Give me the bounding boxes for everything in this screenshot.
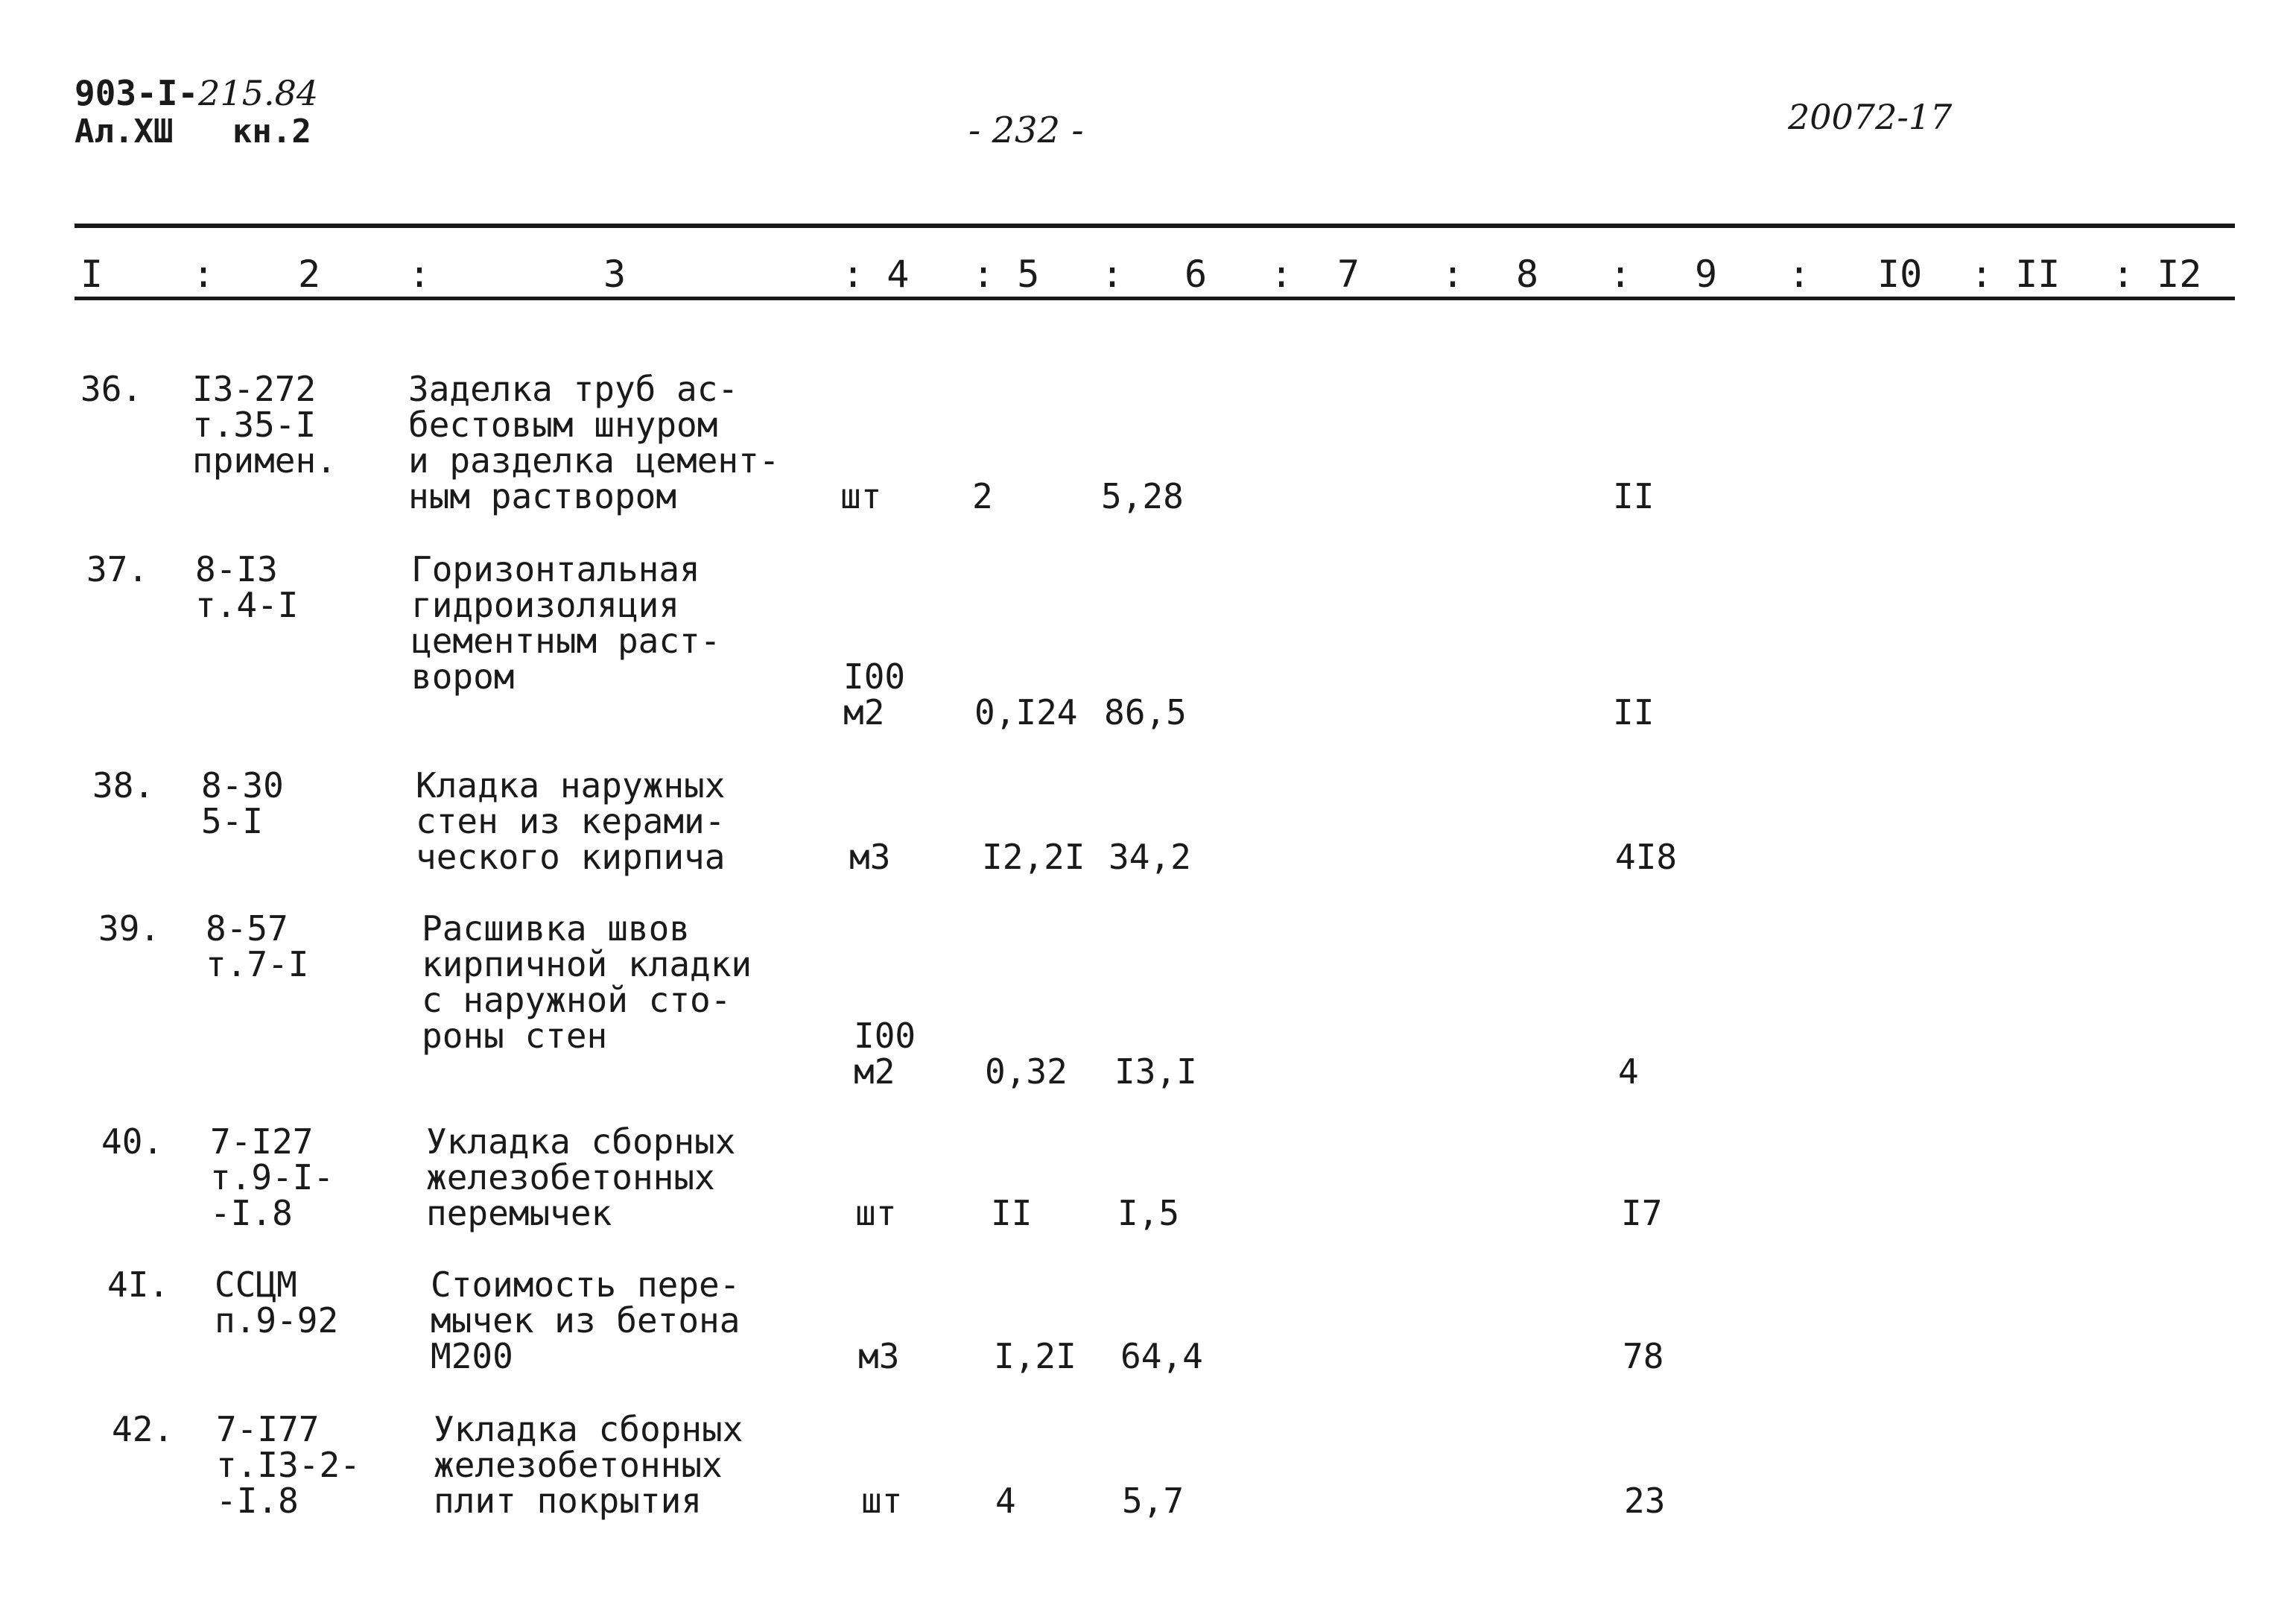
row-quantity: I,2I [994, 1336, 1076, 1376]
row-norm-code: 7-I77 т.I3-2- -I.8 [216, 1409, 361, 1521]
row-norm-code: 8-30 5-I [201, 765, 284, 841]
col-separator: : [408, 253, 431, 296]
row-total: 23 [1624, 1481, 1666, 1521]
row-unit-price: I3,I [1114, 1051, 1197, 1092]
row-total: 4I8 [1615, 837, 1678, 877]
row-number: 37. [86, 549, 149, 589]
row-unit-price: 5,28 [1101, 476, 1184, 516]
row-unit: I00 м2 [843, 656, 906, 732]
col-7-number: 7 [1337, 253, 1360, 296]
row-unit: шт [855, 1193, 897, 1233]
row-number: 4I. [107, 1265, 170, 1305]
document-code-prefix: 903-I- [74, 73, 199, 113]
col-separator: : [192, 253, 215, 296]
row-total: I7 [1621, 1193, 1663, 1233]
row-number: 38. [92, 765, 155, 806]
col-separator: : [1101, 253, 1124, 296]
row-unit-price: 5,7 [1122, 1481, 1185, 1521]
row-quantity: II [991, 1193, 1033, 1233]
row-quantity: 0,I24 [974, 692, 1078, 732]
col-separator: : [1442, 253, 1465, 296]
row-unit-price: I,5 [1117, 1193, 1180, 1233]
col-5-number: : 5 [972, 253, 1040, 296]
sheet-code: 20072-17 [1788, 97, 1953, 137]
row-number: 39. [98, 908, 161, 949]
row-number: 40. [101, 1121, 164, 1162]
header-underline [74, 297, 2235, 300]
row-unit: шт [840, 476, 882, 516]
document-code [74, 75, 318, 112]
row-description: Стоимость пере- мычек из бетона М200 [431, 1265, 741, 1376]
col-11-number: : II [1970, 253, 2061, 296]
row-total: 78 [1623, 1336, 1664, 1376]
row-quantity: 0,32 [985, 1051, 1068, 1092]
col-separator: : [1788, 253, 1811, 296]
row-norm-code: ССЦМ п.9-92 [215, 1265, 339, 1341]
col-4-number: : 4 [842, 253, 910, 296]
col-10-number: I0 [1877, 253, 1923, 296]
row-unit: шт [861, 1481, 903, 1521]
row-norm-code: 8-I3 т.4-I [195, 549, 299, 625]
col-separator: : [1270, 253, 1293, 296]
row-quantity: I2,2I [982, 837, 1085, 877]
row-quantity: 2 [972, 476, 993, 516]
row-norm-code: 7-I27 т.9-I- -I.8 [210, 1121, 334, 1233]
row-description: Кладка наружных стен из керами- ческого кирпича [416, 765, 726, 877]
row-unit-price: 86,5 [1104, 692, 1187, 732]
row-description: Укладка сборных железобетонных плит покрытия [434, 1409, 743, 1521]
column-number-header [74, 252, 2235, 297]
row-unit-price: 34,2 [1109, 837, 1191, 877]
col-9-number: 9 [1695, 253, 1718, 296]
col-separator: : [1609, 253, 1632, 296]
page-number: - 232 - [968, 110, 1084, 151]
col-6-number: 6 [1185, 253, 1208, 296]
row-total: 4 [1618, 1051, 1639, 1092]
row-number: 42. [112, 1409, 174, 1449]
row-total: II [1613, 692, 1655, 732]
volume-label: Ал.XШ кн.2 [74, 113, 311, 151]
row-description: Горизонтальная гидроизоляция цементным раст- вором [411, 549, 721, 697]
row-unit: м3 [858, 1336, 900, 1376]
row-unit: м3 [849, 837, 891, 877]
row-unit-price: 64,4 [1120, 1336, 1203, 1376]
row-description: Заделка труб ас- бестовым шнуром и разделка цемент- ным раствором [408, 369, 780, 516]
col-12-number: : I2 [2112, 253, 2202, 296]
row-total: II [1613, 476, 1655, 516]
col-1-number: I [80, 253, 104, 296]
row-norm-code: 8-57 т.7-I [206, 908, 309, 984]
col-8-number: 8 [1516, 253, 1539, 296]
row-description: Укладка сборных железобетонных перемычек [426, 1121, 736, 1233]
row-number: 36. [80, 369, 143, 409]
document-code-handwritten: 215.84 [198, 73, 319, 113]
row-quantity: 4 [995, 1481, 1016, 1521]
row-norm-code: I3-272 т.35-I примен. [192, 369, 337, 481]
row-description: Расшивка швов кирпичной кладки с наружной сто- роны стен [422, 908, 752, 1056]
col-2-number: 2 [298, 253, 321, 296]
row-unit: I00 м2 [854, 1016, 916, 1092]
top-rule [74, 224, 2235, 228]
col-3-number: 3 [603, 253, 627, 296]
